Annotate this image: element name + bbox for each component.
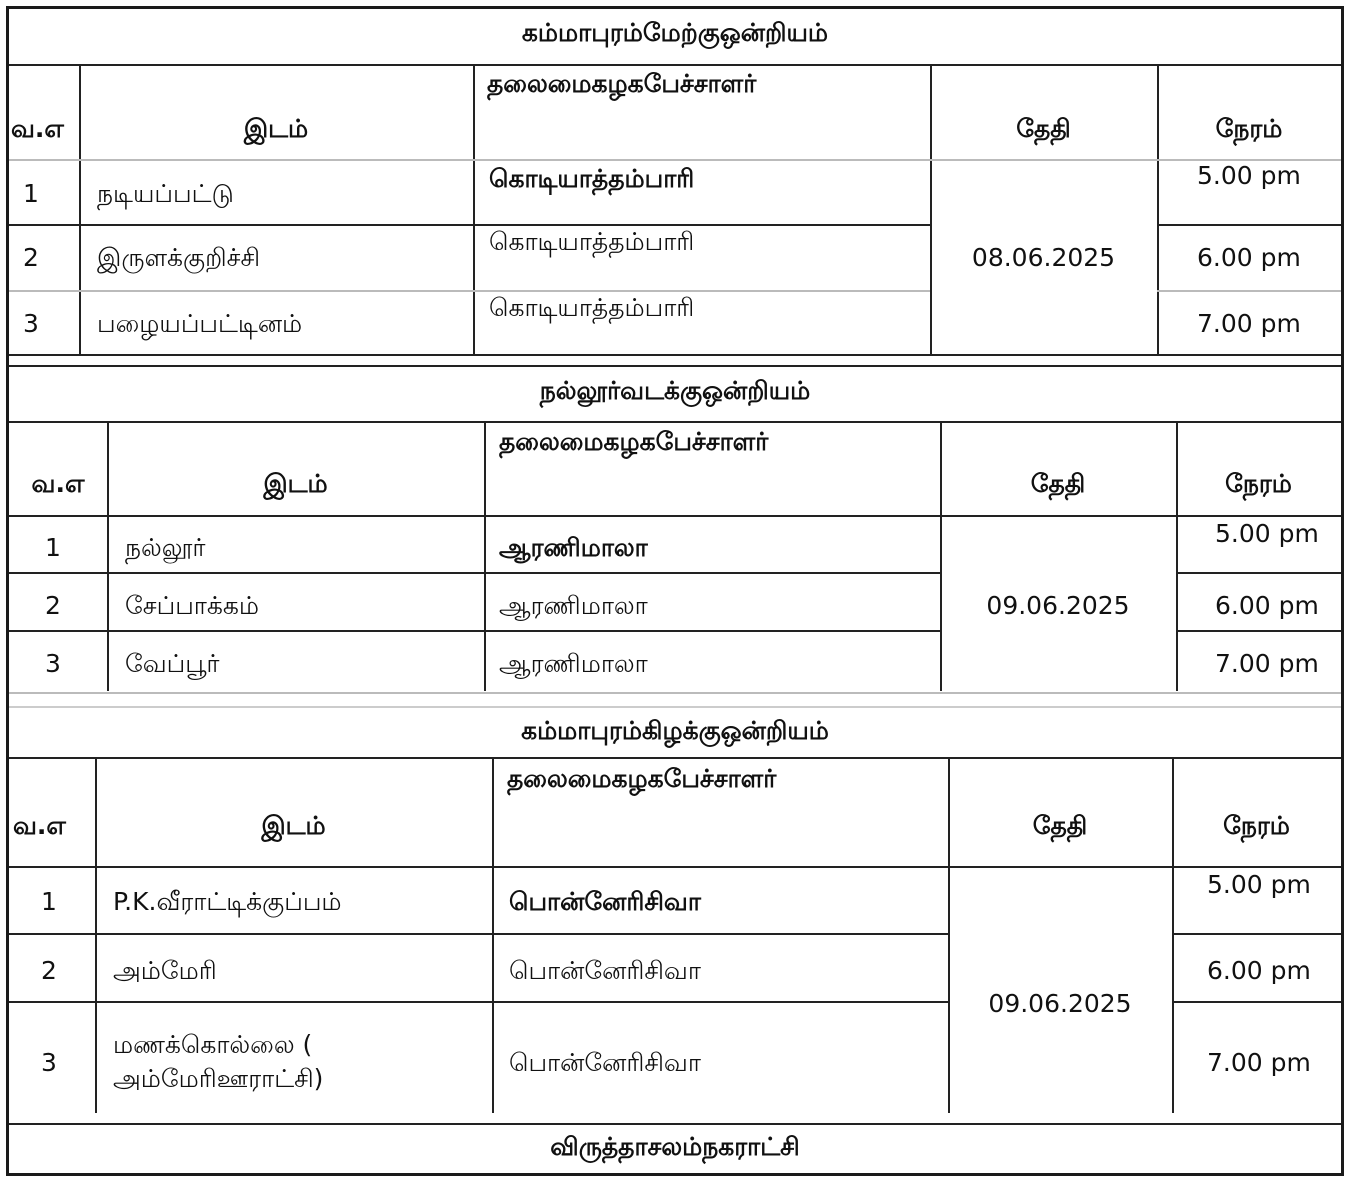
row-place: வேப்பூர்	[125, 649, 220, 678]
header-date: தேதி	[1032, 811, 1088, 840]
row-sno: 3	[41, 1048, 57, 1077]
header-time: நேரம்	[1225, 469, 1292, 498]
row-sno: 1	[45, 533, 61, 562]
header-date: தேதி	[1030, 469, 1086, 498]
row-speaker: ஆரணிமாலா	[499, 591, 648, 620]
header-sno: வ.எ	[11, 114, 64, 143]
row-speaker: கொடியாத்தம்பாரி	[489, 227, 695, 256]
row-sno: 2	[23, 243, 39, 272]
row-speaker: பொன்னேரிசிவா	[509, 1048, 701, 1077]
row-time: 7.00 pm	[1215, 649, 1319, 678]
row-speaker: ஆரணிமாலா	[499, 533, 648, 562]
section-vriddhachalam	[9, 1125, 1341, 1175]
row-time: 5.00 pm	[1207, 870, 1311, 899]
row-place: சேப்பாக்கம்	[125, 591, 259, 620]
row-place: நடியப்பட்டு	[97, 179, 234, 208]
row-time: 6.00 pm	[1197, 243, 1301, 272]
header-sno: வ.எ	[13, 811, 66, 840]
section-kammapuram-east	[9, 706, 1341, 1126]
header-sno: வ.எ	[31, 469, 85, 498]
row-place: நல்லூர்	[125, 533, 206, 562]
section-kammapuram-west	[9, 9, 1341, 359]
header-place: இடம்	[263, 469, 328, 498]
section-title: நல்லூர்வடக்குஒன்றியம்	[9, 365, 1341, 421]
section-title: கம்மாபுரம்மேற்குஒன்றியம்	[521, 18, 829, 47]
header-speaker: தலைமைகழகபேச்சாளர்	[507, 764, 777, 793]
row-place: அம்மேரி	[113, 956, 217, 985]
row-place: இருளக்குறிச்சி	[97, 243, 261, 272]
schedule-document	[6, 6, 1344, 1176]
row-speaker: ஆரணிமாலா	[499, 649, 648, 678]
row-sno: 1	[41, 887, 57, 916]
header-time: நேரம்	[1215, 114, 1283, 143]
row-time: 6.00 pm	[1215, 591, 1319, 620]
section-title: கம்மாபுரம்கிழக்குஒன்றியம்	[9, 706, 1341, 758]
row-speaker: பொன்னேரிசிவா	[509, 887, 701, 916]
row-time: 5.00 pm	[1215, 519, 1319, 548]
row-speaker: பொன்னேரிசிவா	[509, 956, 701, 985]
row-time: 7.00 pm	[1207, 1048, 1311, 1077]
row-time: 5.00 pm	[1197, 161, 1301, 190]
row-speaker: கொடியாத்தம்பாரி	[489, 293, 695, 322]
row-sno: 3	[23, 309, 39, 338]
row-sno: 3	[45, 649, 61, 678]
row-time: 6.00 pm	[1207, 956, 1311, 985]
header-time: நேரம்	[1223, 811, 1290, 840]
row-date: 09.06.2025	[986, 591, 1130, 620]
section-nallur-north	[9, 365, 1341, 705]
section-title: விருத்தாசலம்நகராட்சி	[550, 1132, 800, 1161]
row-sno: 2	[45, 591, 61, 620]
header-speaker: தலைமைகழகபேச்சாளர்	[487, 69, 757, 98]
row-speaker: கொடியாத்தம்பாரி	[489, 164, 695, 193]
row-time: 7.00 pm	[1197, 309, 1301, 338]
row-date: 08.06.2025	[971, 243, 1116, 272]
row-sno: 1	[23, 179, 39, 208]
row-place: பழையப்பட்டினம்	[97, 309, 303, 338]
header-place: இடம்	[261, 811, 326, 840]
row-date: 09.06.2025	[988, 989, 1132, 1018]
row-place: மணக்கொல்லை ( அம்மேரிஊராட்சி)	[113, 1030, 324, 1093]
row-sno: 2	[41, 956, 57, 985]
header-place: இடம்	[243, 114, 309, 143]
row-place: P.K.வீராட்டிக்குப்பம்	[113, 887, 342, 916]
header-speaker: தலைமைகழகபேச்சாளர்	[499, 427, 769, 456]
header-date: தேதி	[1016, 114, 1071, 143]
